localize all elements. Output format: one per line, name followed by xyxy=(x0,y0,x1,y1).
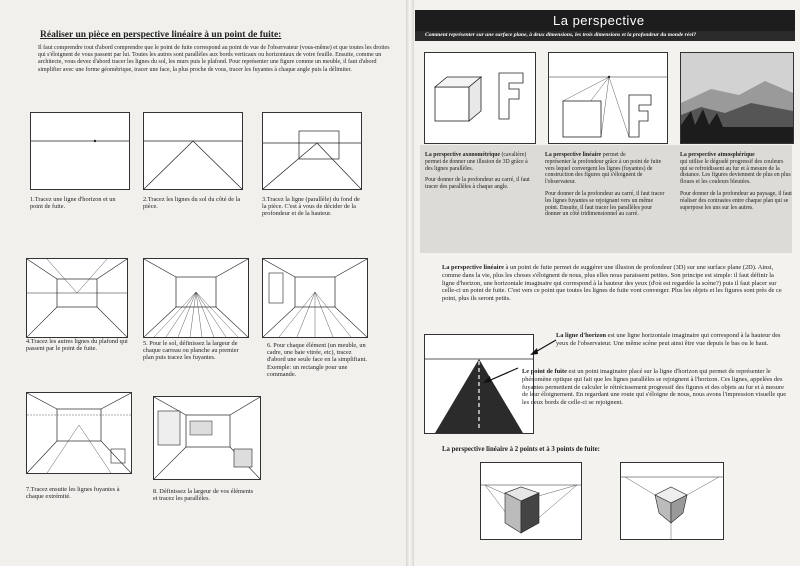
step8-caption: 8. Définissez la largeur de vos éléments et tracez les parallèles. xyxy=(153,488,254,503)
horizon-text: est une ligne horizontale imaginaire qui correspond à la hauteur des yeux de l'observateur. Une même scène peut ainsi être vue depuis le bas ou le haut. xyxy=(556,332,781,347)
step6-caption: 6. Pour chaque élément (un meuble, un cadre, une baie vitrée, etc), tracez d'abord une seule face en la simplifiant. Exemple: un rectangle pour une commande. xyxy=(267,342,367,378)
banner-subtitle: Comment représenter sur une surface plane, à deux dimensions, les trois dimensions et la profondeur du monde réel? xyxy=(425,32,697,38)
vanishing-point-arrow xyxy=(480,362,520,392)
linear-col-text: représenter la profondeur grâce à un point de fuite vers lequel convergent les lignes (fuyantes) de construction des figures qui s'éloignent de l'observateur. xyxy=(545,158,662,186)
atmospheric-heading: La perspective atmosphérique xyxy=(680,152,755,158)
linear-paragraph-heading: La perspective linéaire xyxy=(442,264,504,271)
axonometric-text: permet de donner une illusion de 3D grâce à des lignes parallèles. xyxy=(425,158,528,172)
step5-drawing xyxy=(143,258,249,338)
linear-perspective-paragraph xyxy=(442,264,782,303)
step6-drawing xyxy=(262,258,368,338)
step7-caption: 7.Tracez ensuite les lignes fuyantes à chaque extrémité. xyxy=(26,486,120,501)
column-atmospheric xyxy=(680,152,792,216)
vanishing-point-definition xyxy=(522,368,788,407)
linear-col-text2: Pour donner de la profondeur au carré, il faut tracer les lignes fuyantes se rejoignant vers un même point. Ensuite, il faut tracer les parallèles pour donner un côté tridimensionnel au carré. xyxy=(545,190,665,218)
horizon-heading: La ligne d'horizon xyxy=(556,332,607,339)
axonometric-heading: La perspective axonométrique xyxy=(425,152,501,158)
column-linear xyxy=(545,152,667,223)
step1-caption: 1.Tracez une ligne d'horizon et un point de fuite. xyxy=(30,196,116,211)
left-page-title: Réaliser un pièce en perspective linéaire à un point de fuite: xyxy=(40,30,282,40)
step1-drawing xyxy=(30,112,130,190)
banner-title: La perspective xyxy=(553,13,645,28)
step2-caption: 2.Tracez les lignes du sol du côté de la pièce. xyxy=(143,196,241,211)
horizon-definition xyxy=(556,332,788,348)
step4-drawing xyxy=(26,258,128,338)
axonometric-text2: Pour donner de la profondeur au carré, il faut tracer des parallèles à chaque angle. xyxy=(425,177,530,191)
step8-drawing xyxy=(153,396,261,480)
multi-point-heading: La perspective linéaire à 2 points et à 3 points de fuite: xyxy=(442,446,600,453)
page-fold xyxy=(406,0,414,566)
atmospheric-text: qui utilise le dégradé progressif des couleurs qui se refroidissent au fur et à mesure de la distance. Les figures deviennent de plus en plus floues et les couleurs bleutées. xyxy=(680,158,791,186)
axonometric-illustration xyxy=(424,52,536,144)
vanishing-heading: Le point de fuite xyxy=(522,368,567,375)
linear-paragraph-text: à un point de fuite permet de suggérer une illusion de profondeur (3D) sur une surface plane (2D). Ainsi, comme dans la vie, plus les choses s'éloignent de nous, plus elles nous paraissent petites. Son principe est simple: il faut définir la ligne d'horizon, une horizontale imaginaire qui correspond à la hauteur des yeux (d'où est regardée la scène?) puis il faut placer sur celle-ci un point de fuite. C'est vers ce point que toutes les lignes de fuite vont converger. Plus les objets et les figures sont près de ce point, plus ils seront petits. xyxy=(442,264,782,303)
left-intro-text: Il faut comprendre tout d'abord comprendre que le point de fuite correspond au point de vue de l'observateur (vous-même) et que toutes les droites qui s'éloignent de vous passent par lui. Toutes les autres sont parallèles aux bords verticaux ou horizontaux de votre feuille. Ensuite, comme un architecte, vous devez d'abord tracer les lignes du sol, les murs puis le plafond. Pour représenter une figure comme un meuble, il faut d'abord simplifier avec une forme géométrique, tracer une face, la plus proche de vous, tracer les fuyantes à chaque angle puis la délimiter. xyxy=(38,45,390,73)
step4-caption: 4.Tracez les autres lignes du plafond qui passent par le point de fuite. xyxy=(26,338,128,353)
three-point-illustration xyxy=(620,462,724,540)
step3-drawing xyxy=(262,112,362,190)
step3-caption: 3.Tracez la ligne (parallèle) du fond de la pièce. C'est à vous de décider de la profondeur et de la hauteur. xyxy=(262,196,360,218)
linear-col-heading-suffix: permet de xyxy=(601,152,626,158)
atmospheric-text2: Pour donner de la profondeur au paysage, il faut réaliser des contrastes entre chaque plan qui se superpose les uns sur les autres. xyxy=(680,190,792,211)
step2-drawing xyxy=(143,112,243,190)
two-point-illustration xyxy=(480,462,582,540)
step5-caption: 5. Pour le sol, définissez la largeur de chaque carreau ou planche au premier plan puis tracez les fuyantes. xyxy=(143,340,239,362)
step7-drawing xyxy=(26,392,132,474)
atmospheric-illustration xyxy=(680,52,794,144)
axonometric-heading-suffix: (cavalière) xyxy=(500,152,527,158)
linear-col-heading: La perspective linéaire xyxy=(545,152,602,158)
vanishing-text: est un point imaginaire placé sur la ligne d'horizon qui permet de représenter le phénomène optique qui fait que les lignes parallèles se rejoignent à l'horizon. Ces lignes, appelées des fuyantes permettent de calculer le rétrécissement progressif des figures et des objets au fur et à mesure de leur éloignement. En regardant une route qui s'éloigne de nous, nous avons l'impression visuelle que les deux bords de celle-ci se rejoignent. xyxy=(522,368,787,407)
linear-illustration xyxy=(548,52,668,144)
column-axonometric xyxy=(425,152,530,196)
title-banner xyxy=(415,10,795,32)
